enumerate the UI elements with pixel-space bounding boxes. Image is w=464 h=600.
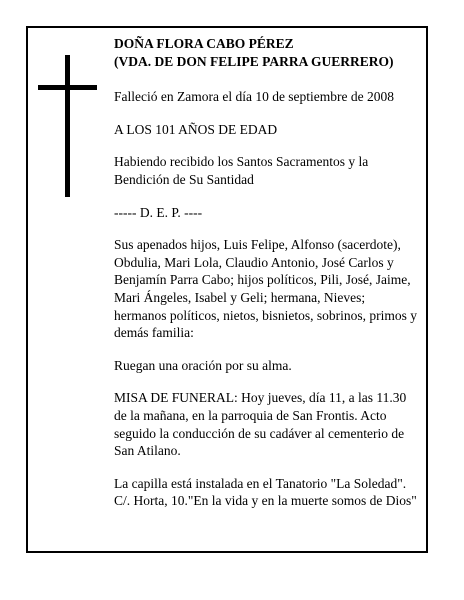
chapel-paragraph: La capilla está instalada en el Tanatorio "La Soledad". C/. Horta, 10."En la vida y en la muerte somos de Dios" xyxy=(114,475,417,509)
cross-icon-bar xyxy=(38,85,97,90)
rip-line: ----- D. E. P. ---- xyxy=(114,204,203,220)
funeral-paragraph: MISA DE FUNERAL: Hoy jueves, día 11, a las 11.30 de la mañana, en la parroquia de San Frontis. Acto seguido la conducción de su cadáver al cementerio de San Atilano. xyxy=(114,390,407,459)
obituary-text xyxy=(114,35,422,510)
prayer-line: Ruegan una oración por su alma. xyxy=(114,357,292,373)
death-line: Falleció en Zamora el día 10 de septiembre de 2008 xyxy=(114,89,395,105)
sacraments-line: Habiendo recibido los Santos Sacramentos y la Bendición de Su Santidad xyxy=(114,154,369,187)
deceased-name: DOÑA FLORA CABO PÉREZ xyxy=(114,36,294,51)
age-line: A LOS 101 AÑOS DE EDAD xyxy=(114,121,278,137)
widow-of-line: (VDA. DE DON FELIPE PARRA GUERRERO) xyxy=(114,53,394,69)
deceased-name-block xyxy=(114,35,422,70)
family-paragraph: Sus apenados hijos, Luis Felipe, Alfonso (sacerdote), Obdulia, Mari Lola, Claudio Antonio, José Carlos y Benjamín Parra Cabo; hijos políticos, Pili, José, Jaime, Mari Ángeles, Isabel y Geli; hermana, Nieves; hermanos políticos, nietos, bisnietos, sobrinos, primos y demás familia: xyxy=(114,237,417,341)
cross-icon xyxy=(65,55,70,197)
